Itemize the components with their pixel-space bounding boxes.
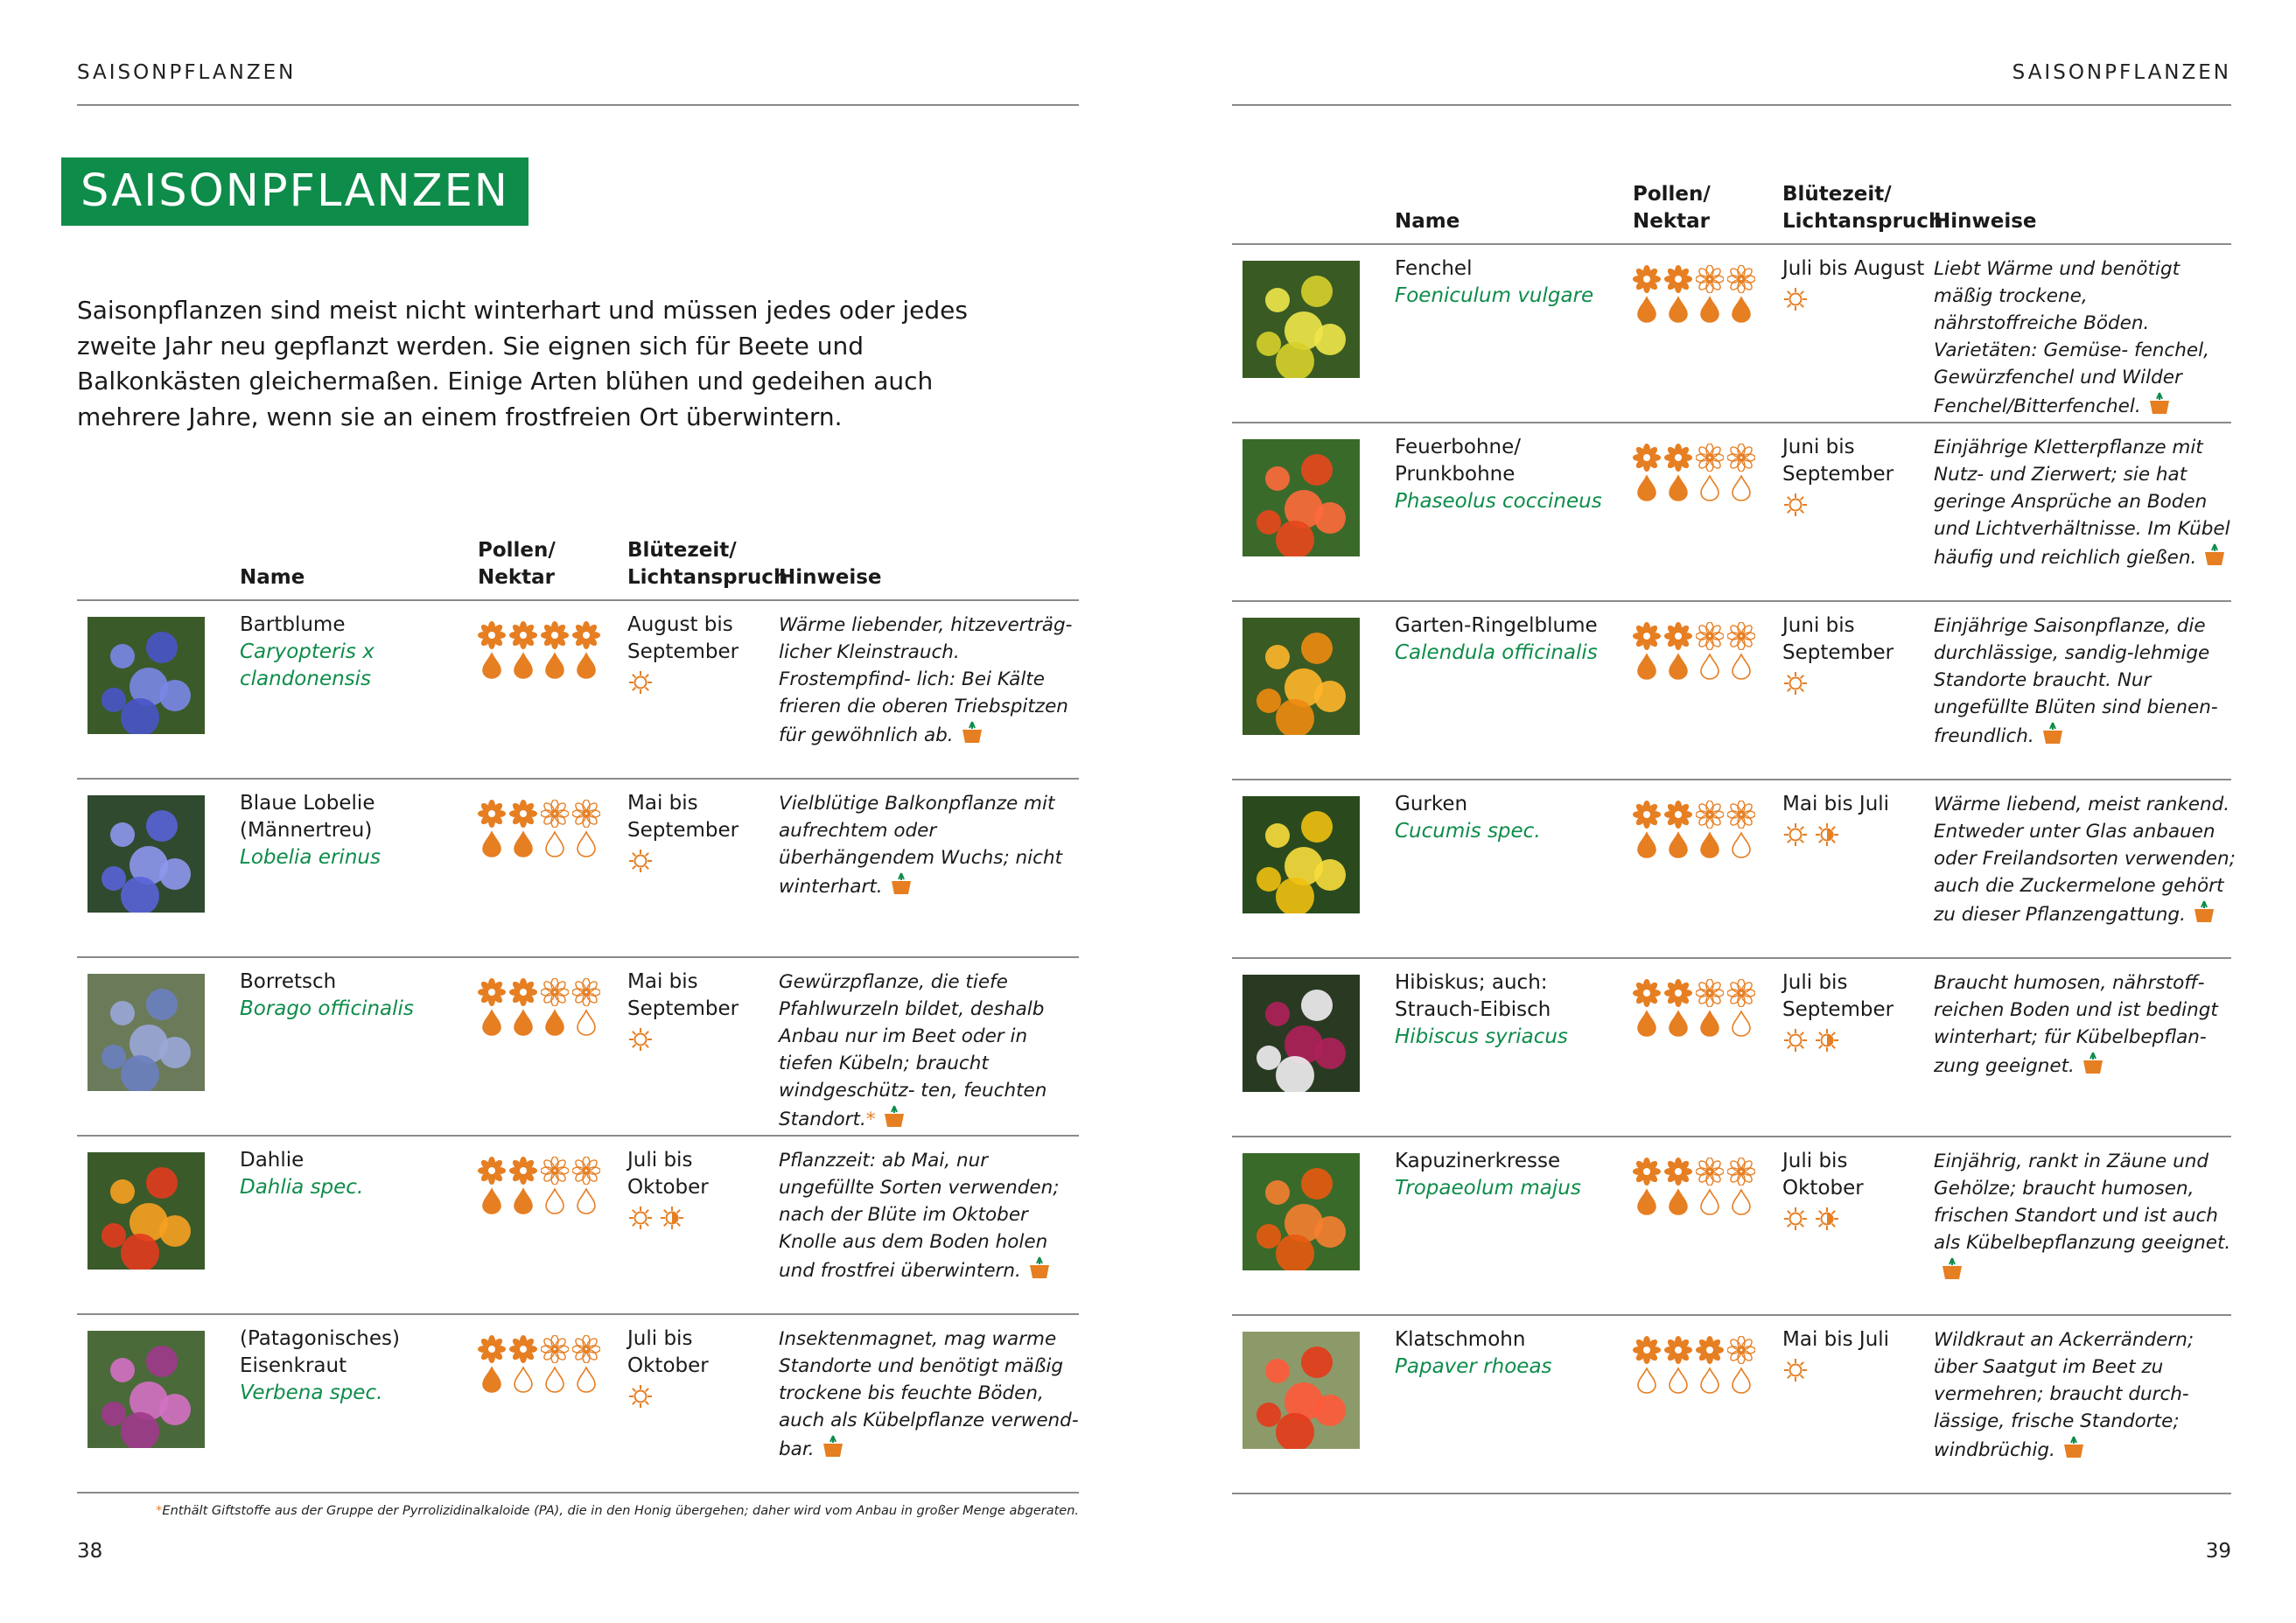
pollen-rating bbox=[478, 1156, 609, 1186]
plant-photo bbox=[88, 1152, 205, 1270]
pollen-flower-icon bbox=[509, 978, 537, 1006]
pollen-flower-icon bbox=[541, 978, 569, 1006]
nectar-rating bbox=[1633, 1008, 1764, 1038]
bloom-light-cell bbox=[1782, 969, 1931, 1053]
bloom-period: Juli bis September bbox=[1782, 971, 1894, 1021]
nectar-drop-icon bbox=[1633, 1366, 1661, 1394]
container-pot-icon bbox=[954, 724, 984, 746]
nectar-rating bbox=[1633, 1186, 1764, 1216]
nectar-drop-icon bbox=[1696, 295, 1724, 323]
pollen-rating bbox=[478, 977, 609, 1007]
nectar-drop-icon bbox=[478, 651, 506, 679]
pollen-flower-icon bbox=[509, 621, 537, 649]
footnote: *Enthält Giftstoffe aus der Gruppe der Pyrrolizidinalkaloide (PA), die in den Honig übergehen; daher wird vom Anbau in großer Menge abgeraten. bbox=[77, 1492, 1079, 1518]
pollen-rating bbox=[478, 620, 609, 650]
table-row bbox=[77, 1315, 1079, 1494]
table-row bbox=[1232, 959, 2231, 1137]
plant-name: Borretsch bbox=[240, 970, 337, 993]
half-shade-icon bbox=[659, 1205, 685, 1231]
light-requirement bbox=[627, 1205, 776, 1231]
plant-name: Feuerbohne/ Prunkbohne bbox=[1395, 436, 1522, 486]
nectar-rating bbox=[478, 1364, 609, 1394]
nectar-drop-icon bbox=[1696, 473, 1724, 501]
nectar-drop-icon bbox=[478, 829, 506, 857]
pollen-flower-icon bbox=[478, 800, 506, 828]
table-row bbox=[1232, 780, 2236, 959]
plant-latin-name: Verbena spec. bbox=[240, 1382, 383, 1404]
nectar-rating bbox=[478, 1007, 609, 1037]
pollen-rating bbox=[1633, 1335, 1764, 1365]
plant-notes: Einjährige Saisonpflanze, die durchlässige, sandig-lehmige Standorte braucht. Nur ungefüllte Blüten sind bienen- freundlich. bbox=[1934, 615, 2218, 747]
plant-name-cell bbox=[1395, 434, 1614, 515]
plant-notes: Pflanzzeit: ab Mai, nur ungefüllte Sorten verwenden; nach der Blüte im Oktober Knolle aus dem Boden holen und frostfrei überwintern. bbox=[779, 1150, 1060, 1282]
container-pot-icon bbox=[2141, 395, 2171, 417]
nectar-drop-icon bbox=[1696, 1009, 1724, 1037]
table-row bbox=[1232, 1137, 2231, 1316]
bloom-light-cell bbox=[1782, 791, 1931, 848]
plant-latin-name: Cucumis spec. bbox=[1395, 820, 1541, 843]
plant-table-right bbox=[1232, 179, 2236, 1509]
table-row bbox=[77, 1137, 1079, 1315]
full-sun-icon bbox=[627, 848, 654, 874]
pollen-nectar-rating bbox=[478, 799, 609, 858]
plant-name: Gurken bbox=[1395, 793, 1468, 815]
plant-name: Hibiskus; auch: Strauch-Eibisch bbox=[1395, 971, 1551, 1021]
running-head: SAISONPFLANZEN bbox=[2012, 61, 2231, 84]
container-pot-icon bbox=[2075, 1055, 2104, 1077]
container-pot-icon bbox=[1934, 1261, 1964, 1283]
pollen-flower-icon bbox=[1633, 444, 1661, 472]
nectar-drop-icon bbox=[509, 1008, 537, 1036]
pollen-rating bbox=[1633, 264, 1764, 294]
plant-latin-name: Caryopteris x clandonensis bbox=[240, 640, 374, 690]
nectar-drop-icon bbox=[1633, 1187, 1661, 1215]
bloom-period: Juni bis September bbox=[1782, 614, 1894, 664]
plant-name-cell bbox=[240, 1147, 458, 1201]
plant-notes: Wildkraut an Ackerrändern; über Saatgut im Beet zu vermehren; braucht durch- lässige, frische Standorte; windbrüchig. bbox=[1934, 1329, 2194, 1461]
plant-name: Dahlie bbox=[240, 1149, 304, 1172]
nectar-drop-icon bbox=[1727, 1366, 1755, 1394]
plant-name-cell bbox=[1395, 791, 1614, 845]
pollen-flower-icon bbox=[572, 1335, 600, 1363]
nectar-drop-icon bbox=[1696, 652, 1724, 680]
pollen-flower-icon bbox=[541, 1157, 569, 1185]
pollen-flower-icon bbox=[509, 1335, 537, 1363]
plant-latin-name: Papaver rhoeas bbox=[1395, 1355, 1552, 1378]
plant-photo bbox=[88, 1331, 205, 1448]
half-shade-icon bbox=[1814, 822, 1840, 848]
plant-latin-name: Calendula officinalis bbox=[1395, 641, 1598, 664]
full-sun-icon bbox=[1782, 670, 1809, 696]
col-notes: Hinweise bbox=[779, 566, 882, 589]
pollen-nectar-rating bbox=[1633, 800, 1764, 859]
pollen-flower-icon bbox=[1696, 801, 1724, 829]
pollen-nectar-rating bbox=[1633, 621, 1764, 681]
nectar-drop-icon bbox=[1727, 473, 1755, 501]
nectar-drop-icon bbox=[1727, 295, 1755, 323]
nectar-drop-icon bbox=[541, 1365, 569, 1393]
bloom-light-cell bbox=[1782, 612, 1931, 696]
col-name: Name bbox=[1395, 210, 1460, 233]
bloom-period: Juli bis August bbox=[1782, 257, 1925, 280]
pollen-flower-icon bbox=[1696, 444, 1724, 472]
plant-photo bbox=[1242, 975, 1360, 1092]
full-sun-icon bbox=[627, 1383, 654, 1410]
full-sun-icon bbox=[1782, 822, 1809, 848]
pollen-flower-icon bbox=[1633, 1336, 1661, 1364]
container-pot-icon bbox=[2034, 725, 2064, 747]
pollen-flower-icon bbox=[478, 1335, 506, 1363]
container-pot-icon bbox=[2196, 547, 2226, 569]
pollen-flower-icon bbox=[572, 1157, 600, 1185]
plant-name: Blaue Lobelie (Männertreu) bbox=[240, 792, 375, 842]
plant-name: Garten-Ringelblume bbox=[1395, 614, 1598, 637]
pollen-flower-icon bbox=[1664, 622, 1692, 650]
header-rule bbox=[77, 104, 1079, 106]
pollen-nectar-rating bbox=[1633, 1335, 1764, 1395]
nectar-drop-icon bbox=[509, 1186, 537, 1214]
light-requirement bbox=[1782, 822, 1931, 848]
table-row bbox=[1232, 1316, 2231, 1494]
plant-name-cell bbox=[1395, 1148, 1614, 1202]
pollen-flower-icon bbox=[1664, 801, 1692, 829]
nectar-drop-icon bbox=[1727, 830, 1755, 858]
table-row bbox=[77, 601, 1079, 780]
plant-name-cell bbox=[240, 1326, 458, 1407]
pollen-rating bbox=[478, 1334, 609, 1364]
light-requirement bbox=[1782, 1027, 1931, 1053]
pollen-nectar-rating bbox=[1633, 1157, 1764, 1216]
nectar-drop-icon bbox=[572, 1365, 600, 1393]
table-row bbox=[77, 780, 1079, 958]
nectar-drop-icon bbox=[1664, 1009, 1692, 1037]
light-requirement bbox=[627, 669, 776, 696]
nectar-drop-icon bbox=[1633, 652, 1661, 680]
nectar-drop-icon bbox=[1664, 1366, 1692, 1394]
plant-photo bbox=[1242, 439, 1360, 556]
bloom-period: Mai bis September bbox=[627, 792, 739, 842]
plant-photo bbox=[88, 795, 205, 913]
pollen-rating bbox=[1633, 443, 1764, 472]
pollen-rating bbox=[478, 799, 609, 829]
bloom-period: Juni bis September bbox=[1782, 436, 1894, 486]
plant-name-cell bbox=[1395, 255, 1614, 310]
plant-photo bbox=[1242, 261, 1360, 378]
page-number: 39 bbox=[2205, 1540, 2231, 1563]
container-pot-icon bbox=[2186, 904, 2216, 926]
nectar-drop-icon bbox=[1664, 652, 1692, 680]
row-rule bbox=[1232, 1493, 2231, 1494]
plant-name: (Patagonisches) Eisenkraut bbox=[240, 1327, 400, 1377]
header-rule bbox=[1232, 104, 2231, 106]
pollen-flower-icon bbox=[1633, 622, 1661, 650]
pollen-flower-icon bbox=[478, 978, 506, 1006]
right-page bbox=[1232, 0, 2236, 1623]
pollen-flower-icon bbox=[1696, 622, 1724, 650]
bloom-period: Juli bis Oktober bbox=[1782, 1150, 1864, 1200]
light-requirement bbox=[1782, 286, 1931, 312]
pollen-flower-icon bbox=[478, 621, 506, 649]
pollen-rating bbox=[1633, 978, 1764, 1008]
left-page bbox=[77, 0, 1079, 1623]
nectar-drop-icon bbox=[1664, 473, 1692, 501]
bloom-light-cell bbox=[1782, 1148, 1931, 1232]
full-sun-icon bbox=[1782, 492, 1809, 518]
plant-latin-name: Foeniculum vulgare bbox=[1395, 284, 1594, 307]
pollen-flower-icon bbox=[1727, 979, 1755, 1007]
container-pot-icon bbox=[883, 876, 913, 898]
nectar-drop-icon bbox=[1696, 1187, 1724, 1215]
pollen-rating bbox=[1633, 800, 1764, 829]
pollen-flower-icon bbox=[1727, 265, 1755, 293]
pollen-flower-icon bbox=[1696, 979, 1724, 1007]
pollen-flower-icon bbox=[572, 978, 600, 1006]
plant-photo bbox=[1242, 618, 1360, 735]
nectar-drop-icon bbox=[1696, 1366, 1724, 1394]
bloom-period: Mai bis Juli bbox=[1782, 1328, 1890, 1351]
full-sun-icon bbox=[1782, 1206, 1809, 1232]
pollen-flower-icon bbox=[1664, 444, 1692, 472]
bloom-period: Mai bis September bbox=[627, 970, 739, 1020]
pollen-rating bbox=[1633, 1157, 1764, 1186]
plant-table-left bbox=[77, 535, 1079, 1498]
table-row bbox=[1232, 423, 2231, 602]
pollen-flower-icon bbox=[1664, 1158, 1692, 1186]
plant-notes: Liebt Wärme und benötigt mäßig trockene, nährstoffreiche Böden. Varietäten: Gemüse- fenchel, Gewürzfenchel und Wilder Fenchel/Bitterfenchel. bbox=[1934, 258, 2209, 417]
pollen-flower-icon bbox=[572, 800, 600, 828]
plant-photo bbox=[1242, 1332, 1360, 1449]
col-bloom: Blütezeit/ Lichtanspruch bbox=[627, 539, 788, 589]
bloom-light-cell bbox=[627, 790, 776, 874]
nectar-rating bbox=[1633, 1365, 1764, 1395]
pollen-flower-icon bbox=[1696, 1158, 1724, 1186]
nectar-drop-icon bbox=[509, 829, 537, 857]
container-pot-icon bbox=[815, 1438, 844, 1460]
full-sun-icon bbox=[627, 1026, 654, 1053]
col-name: Name bbox=[240, 566, 305, 589]
table-row bbox=[1232, 245, 2231, 423]
nectar-rating bbox=[1633, 829, 1764, 859]
pollen-flower-icon bbox=[1633, 801, 1661, 829]
plant-notes: Einjährige Kletterpflanze mit Nutz- und Zierwert; sie hat geringe Ansprüche an Boden und Lichtverhältnisse. Im Kübel häufig und reichlich gießen. bbox=[1934, 437, 2230, 569]
nectar-drop-icon bbox=[1633, 295, 1661, 323]
section-title: SAISONPFLANZEN bbox=[61, 157, 528, 226]
pollen-flower-icon bbox=[541, 800, 569, 828]
pollen-flower-icon bbox=[1664, 265, 1692, 293]
light-requirement bbox=[1782, 492, 1931, 518]
bloom-period: Juli bis Oktober bbox=[627, 1149, 709, 1199]
plant-photo bbox=[88, 617, 205, 734]
plant-name-cell bbox=[1395, 612, 1614, 667]
plant-name: Klatschmohn bbox=[1395, 1328, 1526, 1351]
plant-latin-name: Borago officinalis bbox=[240, 997, 414, 1020]
full-sun-icon bbox=[627, 1205, 654, 1231]
intro-text: Saisonpflanzen sind meist nicht winterhart und müssen jedes oder jedes zweite Jahr neu gepflanzt werden. Sie eignen sich für Beete und Balkonkästen gleichermaßen. Einige Arten blühen und gedeihen auch mehrere Jahre, wenn sie an einem frostfreien Ort überwintern. bbox=[77, 296, 968, 431]
page-number: 38 bbox=[77, 1540, 103, 1563]
pollen-flower-icon bbox=[1633, 265, 1661, 293]
pollen-flower-icon bbox=[1727, 801, 1755, 829]
pollen-flower-icon bbox=[1696, 1336, 1724, 1364]
nectar-drop-icon bbox=[1664, 295, 1692, 323]
plant-name: Kapuzinerkresse bbox=[1395, 1150, 1561, 1172]
nectar-drop-icon bbox=[1633, 830, 1661, 858]
plant-photo bbox=[88, 974, 205, 1091]
bloom-light-cell bbox=[627, 1147, 776, 1231]
table-row bbox=[77, 958, 1079, 1137]
plant-notes: Gewürzpflanze, die tiefe Pfahlwurzeln bildet, deshalb Anbau nur im Beet oder in tiefen Kübeln; braucht windgeschütz- ten, feuchten Standort.* bbox=[779, 971, 1047, 1130]
nectar-drop-icon bbox=[572, 651, 600, 679]
full-sun-icon bbox=[1782, 286, 1809, 312]
pollen-flower-icon bbox=[1727, 622, 1755, 650]
light-requirement bbox=[627, 1383, 776, 1410]
pollen-flower-icon bbox=[572, 621, 600, 649]
nectar-drop-icon bbox=[1727, 1009, 1755, 1037]
nectar-drop-icon bbox=[1727, 652, 1755, 680]
light-requirement bbox=[1782, 670, 1931, 696]
nectar-drop-icon bbox=[1696, 830, 1724, 858]
pollen-nectar-rating bbox=[478, 977, 609, 1037]
nectar-rating bbox=[1633, 472, 1764, 502]
plant-photo bbox=[1242, 1153, 1360, 1270]
table-row bbox=[1232, 602, 2231, 780]
nectar-rating bbox=[478, 829, 609, 858]
pollen-nectar-rating bbox=[1633, 978, 1764, 1038]
pollen-flower-icon bbox=[509, 1157, 537, 1185]
nectar-drop-icon bbox=[1664, 1187, 1692, 1215]
pollen-flower-icon bbox=[478, 1157, 506, 1185]
nectar-drop-icon bbox=[541, 829, 569, 857]
pollen-nectar-rating bbox=[478, 1334, 609, 1394]
plant-name-cell bbox=[240, 969, 458, 1023]
pollen-flower-icon bbox=[1664, 979, 1692, 1007]
light-requirement bbox=[627, 1026, 776, 1053]
nectar-drop-icon bbox=[541, 1008, 569, 1036]
pollen-nectar-rating bbox=[1633, 443, 1764, 502]
plant-notes: Braucht humosen, nährstoff- reichen Boden und ist bedingt winterhart; für Kübelbepflan- zung geeignet. bbox=[1934, 972, 2218, 1077]
pollen-nectar-rating bbox=[1633, 264, 1764, 324]
nectar-drop-icon bbox=[541, 651, 569, 679]
bloom-light-cell bbox=[627, 612, 776, 696]
col-bloom: Blütezeit/ Lichtanspruch bbox=[1782, 183, 1943, 233]
pollen-flower-icon bbox=[1727, 444, 1755, 472]
bloom-light-cell bbox=[1782, 434, 1931, 518]
plant-name-cell bbox=[240, 790, 458, 871]
nectar-drop-icon bbox=[478, 1008, 506, 1036]
nectar-drop-icon bbox=[1664, 830, 1692, 858]
pollen-flower-icon bbox=[509, 800, 537, 828]
container-pot-icon bbox=[2055, 1439, 2085, 1461]
col-pollen: Pollen/ Nektar bbox=[1633, 183, 1711, 233]
nectar-drop-icon bbox=[1633, 1009, 1661, 1037]
bloom-light-cell bbox=[1782, 255, 1931, 312]
pollen-flower-icon bbox=[1664, 1336, 1692, 1364]
plant-notes: Wärme liebender, hitzeverträg- licher Kleinstrauch. Frostempfind- lich: Bei Kälte frieren die oberen Triebspitzen für gewöhnlich ab. bbox=[779, 614, 1073, 746]
plant-name-cell bbox=[240, 612, 458, 693]
pollen-flower-icon bbox=[1633, 979, 1661, 1007]
col-pollen: Pollen/ Nektar bbox=[478, 539, 556, 589]
nectar-drop-icon bbox=[478, 1186, 506, 1214]
full-sun-icon bbox=[1782, 1027, 1809, 1053]
container-pot-icon bbox=[876, 1109, 906, 1130]
plant-notes: Vielblütige Balkonpflanze mit aufrechtem oder überhängendem Wuchs; nicht winterhart. bbox=[779, 793, 1063, 898]
nectar-drop-icon bbox=[509, 1365, 537, 1393]
plant-latin-name: Phaseolus coccineus bbox=[1395, 490, 1602, 513]
bloom-light-cell bbox=[1782, 1326, 1931, 1383]
plant-latin-name: Lobelia erinus bbox=[240, 846, 381, 869]
nectar-drop-icon bbox=[509, 651, 537, 679]
nectar-rating bbox=[1633, 294, 1764, 324]
bloom-period: Mai bis Juli bbox=[1782, 793, 1890, 815]
pollen-flower-icon bbox=[1696, 265, 1724, 293]
plant-latin-name: Tropaeolum majus bbox=[1395, 1177, 1581, 1200]
plant-photo bbox=[1242, 796, 1360, 913]
pollen-nectar-rating bbox=[478, 620, 609, 680]
light-requirement bbox=[627, 848, 776, 874]
running-head: SAISONPFLANZEN bbox=[77, 61, 297, 84]
plant-notes: Insektenmagnet, mag warme Standorte und benötigt mäßig trockene bis feuchte Böden, auch als Kübelpflanze verwend- bar. bbox=[779, 1328, 1079, 1460]
plant-latin-name: Hibiscus syriacus bbox=[1395, 1025, 1568, 1048]
pollen-flower-icon bbox=[541, 1335, 569, 1363]
plant-name: Bartblume bbox=[240, 613, 346, 636]
full-sun-icon bbox=[627, 669, 654, 696]
plant-name-cell bbox=[1395, 969, 1614, 1051]
pollen-flower-icon bbox=[1727, 1336, 1755, 1364]
pollen-nectar-rating bbox=[478, 1156, 609, 1215]
nectar-rating bbox=[478, 650, 609, 680]
pollen-rating bbox=[1633, 621, 1764, 651]
footnote-marker: * bbox=[865, 1109, 876, 1130]
container-pot-icon bbox=[1021, 1260, 1051, 1282]
nectar-drop-icon bbox=[572, 1186, 600, 1214]
light-requirement bbox=[1782, 1357, 1931, 1383]
light-requirement bbox=[1782, 1206, 1931, 1232]
plant-latin-name: Dahlia spec. bbox=[240, 1176, 364, 1199]
bloom-period: August bis September bbox=[627, 613, 739, 663]
nectar-drop-icon bbox=[478, 1365, 506, 1393]
bloom-light-cell bbox=[627, 1326, 776, 1410]
bloom-period: Juli bis Oktober bbox=[627, 1327, 709, 1377]
bloom-light-cell bbox=[627, 969, 776, 1053]
plant-name: Fenchel bbox=[1395, 257, 1473, 280]
nectar-drop-icon bbox=[572, 1008, 600, 1036]
full-sun-icon bbox=[1782, 1357, 1809, 1383]
half-shade-icon bbox=[1814, 1027, 1840, 1053]
pollen-flower-icon bbox=[1727, 1158, 1755, 1186]
nectar-drop-icon bbox=[541, 1186, 569, 1214]
nectar-drop-icon bbox=[572, 829, 600, 857]
pollen-flower-icon bbox=[541, 621, 569, 649]
plant-notes: Wärme liebend, meist rankend. Entweder unter Glas anbauen oder Freilandsorten verwenden; auch die Zuckermelone gehört zu dieser Pflanzengattung. bbox=[1934, 794, 2236, 926]
col-notes: Hinweise bbox=[1934, 210, 2037, 233]
half-shade-icon bbox=[1814, 1206, 1840, 1232]
plant-name-cell bbox=[1395, 1326, 1614, 1381]
nectar-rating bbox=[478, 1186, 609, 1215]
pollen-flower-icon bbox=[1633, 1158, 1661, 1186]
nectar-drop-icon bbox=[1727, 1187, 1755, 1215]
plant-notes: Einjährig, rankt in Zäune und Gehölze; braucht humosen, frischen Standort und ist auch als Kübelbepflanzung geeignet. bbox=[1934, 1148, 2236, 1285]
nectar-rating bbox=[1633, 651, 1764, 681]
nectar-drop-icon bbox=[1633, 473, 1661, 501]
